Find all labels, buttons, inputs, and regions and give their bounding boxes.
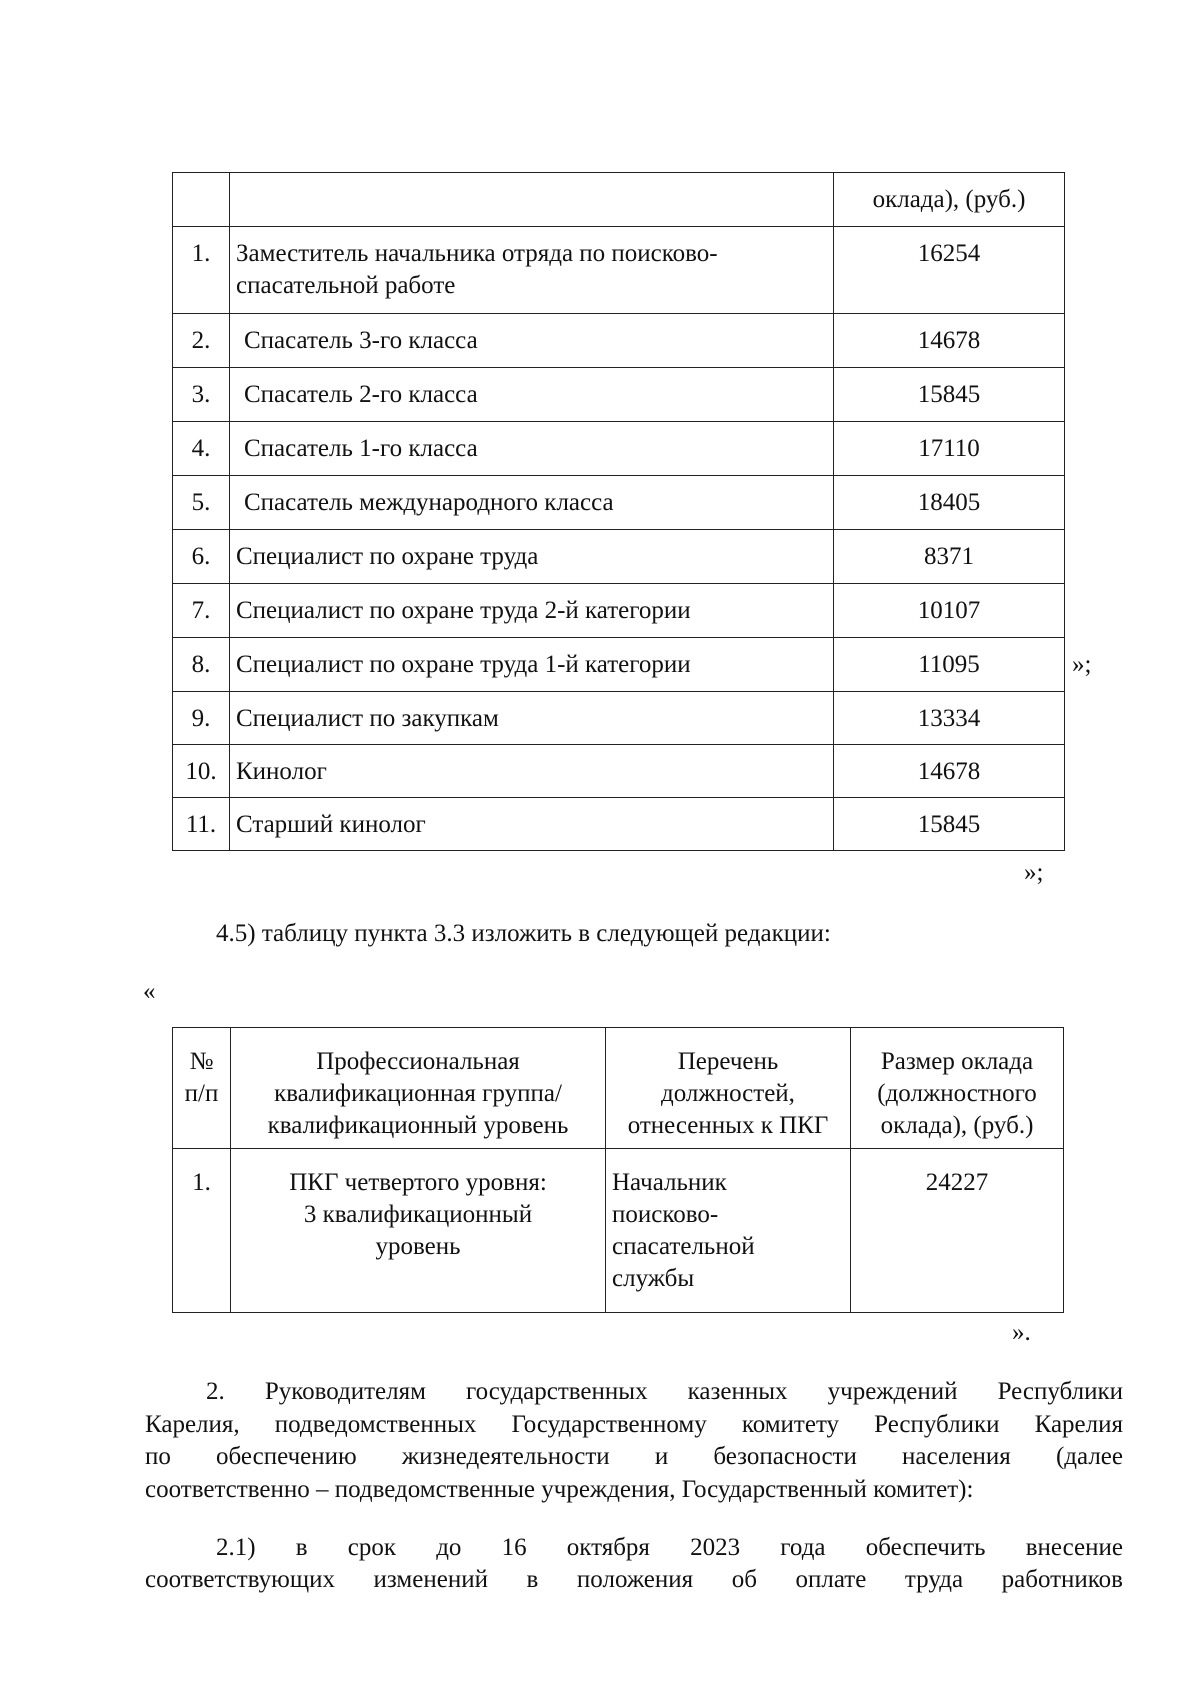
salary-value: 24227: [851, 1149, 1064, 1313]
position-name: Кинолог: [236, 758, 327, 785]
position-name: Специалист по закупкам: [236, 705, 499, 732]
salary-table-pkg: [172, 1027, 1064, 1313]
salary-table-continued: [172, 172, 1065, 851]
paragraph-2-1-line-2: соответствующих изменений в положения об оплате труда работников: [145, 1566, 1123, 1593]
position-name: Заместитель начальника отряда по поисково- спасательной работе: [236, 240, 718, 299]
header-group: Профессиональная квалификационная группа/ квалификационный уровень: [231, 1028, 606, 1149]
row-number: 11.: [185, 811, 217, 838]
table-row: [173, 476, 1065, 530]
salary-value: 14678: [917, 327, 981, 354]
position-name: Спасатель 2-го класса: [244, 381, 478, 408]
table-cell: [834, 173, 1065, 227]
table-cell: [230, 173, 834, 227]
salary-value: 10107: [917, 597, 981, 624]
row-number: 5.: [191, 489, 211, 516]
table-row: [173, 798, 1065, 851]
salary-value: 8371: [924, 543, 974, 570]
position-name: Специалист по охране труда 1-й категории: [236, 651, 691, 678]
salary-value: 16254: [917, 240, 981, 267]
paragraph-2-line-2: Карелия, подведомственных Государственному комитету Республики Карелия: [145, 1411, 1123, 1438]
table-row: [173, 314, 1065, 368]
salary-value: 13334: [917, 705, 981, 732]
row-number: 9.: [191, 705, 211, 732]
table-cell: [173, 173, 230, 227]
salary-value: 14678: [917, 758, 981, 785]
salary-value: 11095: [918, 651, 980, 678]
position-list-cell: Начальник поисково- спасательной службы: [606, 1149, 851, 1313]
table-row: [173, 692, 1065, 745]
row-number: 10.: [185, 758, 217, 785]
row-number: 7.: [191, 597, 211, 624]
row-number: 2.: [191, 327, 211, 354]
row-number: 4.: [191, 435, 211, 462]
row-number: 1.: [191, 240, 211, 267]
group-cell: ПКГ четвертого уровня: 3 квалификационный уровень: [231, 1149, 606, 1313]
table-row: [173, 530, 1065, 584]
salary-value: 15845: [917, 811, 981, 838]
paragraph-2-line-3: по обеспечению жизнедеятельности и безопасности населения (далее: [145, 1443, 1123, 1470]
position-name: Спасатель 1-го класса: [244, 435, 478, 462]
paragraph-2-line-1: 2. Руководителям государственных казенных учреждений Республики: [206, 1378, 1123, 1405]
table-row: [173, 584, 1065, 638]
salary-value: 17110: [918, 435, 980, 462]
header-salary: Размер оклада (должностного оклада), (руб.): [851, 1028, 1064, 1149]
closing-quote-side: »;: [1072, 651, 1092, 678]
opening-quote: «: [143, 978, 156, 1005]
position-name: Спасатель международного класса: [244, 489, 614, 516]
position-name: Спасатель 3-го класса: [244, 327, 478, 354]
paragraph-2-line-4: соответственно – подведомственные учреждения, Государственный комитет):: [145, 1476, 974, 1503]
row-number: 6.: [191, 543, 211, 570]
salary-value: 18405: [917, 489, 981, 516]
closing-quote: »;: [1024, 859, 1044, 886]
section-4-5-text: 4.5) таблицу пункта 3.3 изложить в следующей редакции:: [216, 920, 831, 947]
position-name: Специалист по охране труда 2-й категории: [236, 597, 691, 624]
paragraph-2-1-line-1: 2.1) в срок до 16 октября 2023 года обеспечить внесение: [216, 1534, 1123, 1561]
header-num: № п/п: [173, 1028, 231, 1149]
header-cell-text: оклада), (руб.): [872, 186, 1026, 213]
table-row: [173, 745, 1065, 798]
table-header-row: [173, 1028, 1064, 1149]
closing-quote: ».: [1012, 1319, 1031, 1346]
row-number: 1.: [173, 1149, 231, 1313]
row-number: 3.: [191, 381, 211, 408]
table-row: [173, 422, 1065, 476]
position-name: Специалист по охране труда: [236, 543, 539, 570]
header-list: Перечень должностей, отнесенных к ПКГ: [606, 1028, 851, 1149]
table-row: [173, 638, 1065, 692]
table-row: [173, 368, 1065, 422]
salary-value: 15845: [917, 381, 981, 408]
table-row: [173, 227, 1065, 314]
row-number: 8.: [191, 651, 211, 678]
table-row: [173, 1149, 1064, 1313]
position-name: Старший кинолог: [236, 811, 426, 838]
